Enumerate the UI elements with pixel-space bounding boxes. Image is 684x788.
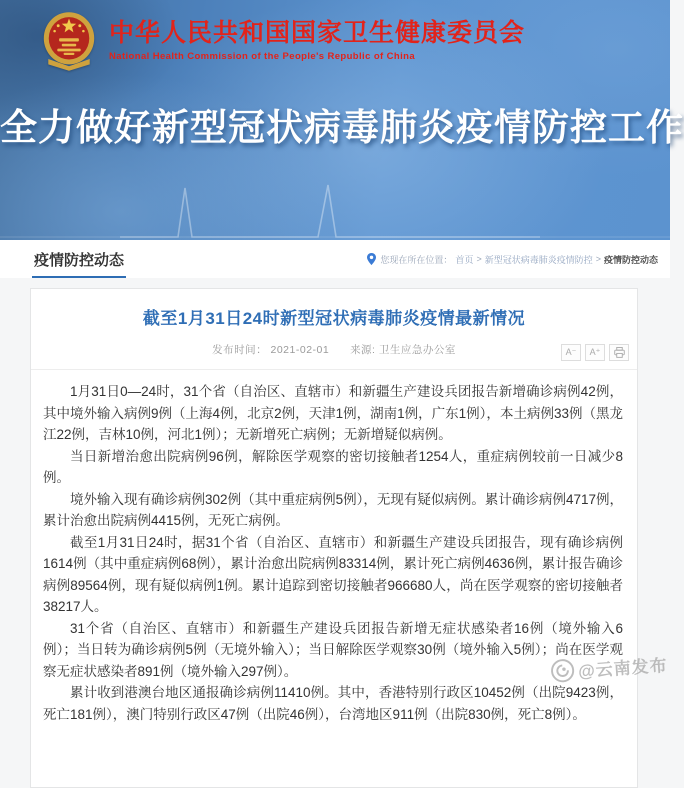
- agency-name-cn: 中华人民共和国国家卫生健康委员会: [109, 18, 526, 47]
- agency-brand: [42, 11, 525, 71]
- paragraph-imported: 境外输入现有确诊病例302例（其中重症病例5例），无现有疑似病例。累计确诊病例4717例，累计治愈出院病例4415例，无死亡病例。: [43, 491, 623, 528]
- tab-epidemic-updates[interactable]: 疫情防控动态: [32, 241, 126, 278]
- breadcrumb-separator: >: [595, 254, 601, 264]
- watermark-text: @云南发布: [577, 655, 669, 682]
- paragraph-asymptomatic: 31个省（自治区、直辖市）和新疆生产建设兵团报告新增无症状感染者16例（境外输入6例）；当日转为确诊病例5例（无境外输入）；当日解除医学观察30例（境外输入5例）；尚在医学观察无症状感染者891例（境外输入297例）。: [43, 620, 623, 679]
- print-icon: [614, 347, 625, 358]
- article-header: [31, 289, 637, 370]
- paragraph-recovered: 当日新增治愈出院病例96例，解除医学观察的密切接触者1254人，重症病例较前一日减少8例。: [43, 448, 623, 485]
- section-nav-bar: [0, 240, 670, 278]
- article-title: 截至1月31日24时新型冠状病毒肺炎疫情最新情况: [142, 309, 526, 328]
- agency-name-en: National Health Commission of the People's Republic of China: [109, 51, 416, 63]
- publish-time-label: 发布时间：: [212, 344, 268, 356]
- print-button[interactable]: [609, 344, 629, 361]
- breadcrumb-covid-section[interactable]: 新型冠状病毒肺炎疫情防控: [484, 254, 593, 265]
- breadcrumb-separator: >: [476, 254, 482, 264]
- article-body: [31, 370, 637, 725]
- ecg-line-decoration: [0, 180, 670, 240]
- font-smaller-button[interactable]: A⁻: [561, 344, 581, 361]
- source-label: 来源:: [350, 344, 376, 356]
- source-value: 卫生应急办公室: [378, 344, 456, 356]
- paragraph-new-cases: 1月31日0—24时，31个省（自治区、直辖市）和新疆生产建设兵团报告新增确诊病例42例，其中境外输入病例9例（上海4例，北京2例，天津1例，湖南1例，广东1例），本土病例33例（黑龙江22例，吉林10例，河北1例）；无新增死亡病例；无新增疑似病例。: [43, 384, 623, 442]
- paragraph-hk-macao-taiwan: 累计收到港澳台地区通报确诊病例11410例。其中，香港特别行政区10452例（出院9423例，死亡181例），澳门特别行政区47例（出院46例），台湾地区911例（出院830例，死亡8例）。: [43, 685, 623, 722]
- breadcrumb-prefix: 您现在所在位置：: [380, 254, 453, 265]
- breadcrumb-current[interactable]: 疫情防控动态: [603, 254, 658, 265]
- publish-date: 2021-02-01: [270, 344, 330, 356]
- location-pin-icon: [367, 253, 376, 265]
- agency-name-block: [109, 20, 525, 63]
- article-toolbar: [557, 344, 629, 361]
- font-larger-button[interactable]: A⁺: [585, 344, 605, 361]
- hero-banner-title: 全力做好新型冠状病毒肺炎疫情防控工作: [0, 107, 684, 148]
- content-area: [0, 278, 670, 722]
- breadcrumb-home[interactable]: 首页: [455, 254, 474, 265]
- article-meta: [41, 342, 627, 357]
- site-header: [0, 0, 684, 240]
- paragraph-cumulative: 截至1月31日24时，据31个省（自治区、直辖市）和新疆生产建设兵团报告，现有确诊病例1614例（其中重症病例68例），累计治愈出院病例83314例，累计死亡病例4636例，累计报告确诊病例89564例，现有疑似病例1例。累计追踪到密切接触者966680人，尚在医学观察的密切接触者38217人。: [43, 534, 623, 614]
- national-emblem-icon: [42, 11, 96, 71]
- article-box: [30, 288, 638, 788]
- breadcrumb: [367, 253, 658, 266]
